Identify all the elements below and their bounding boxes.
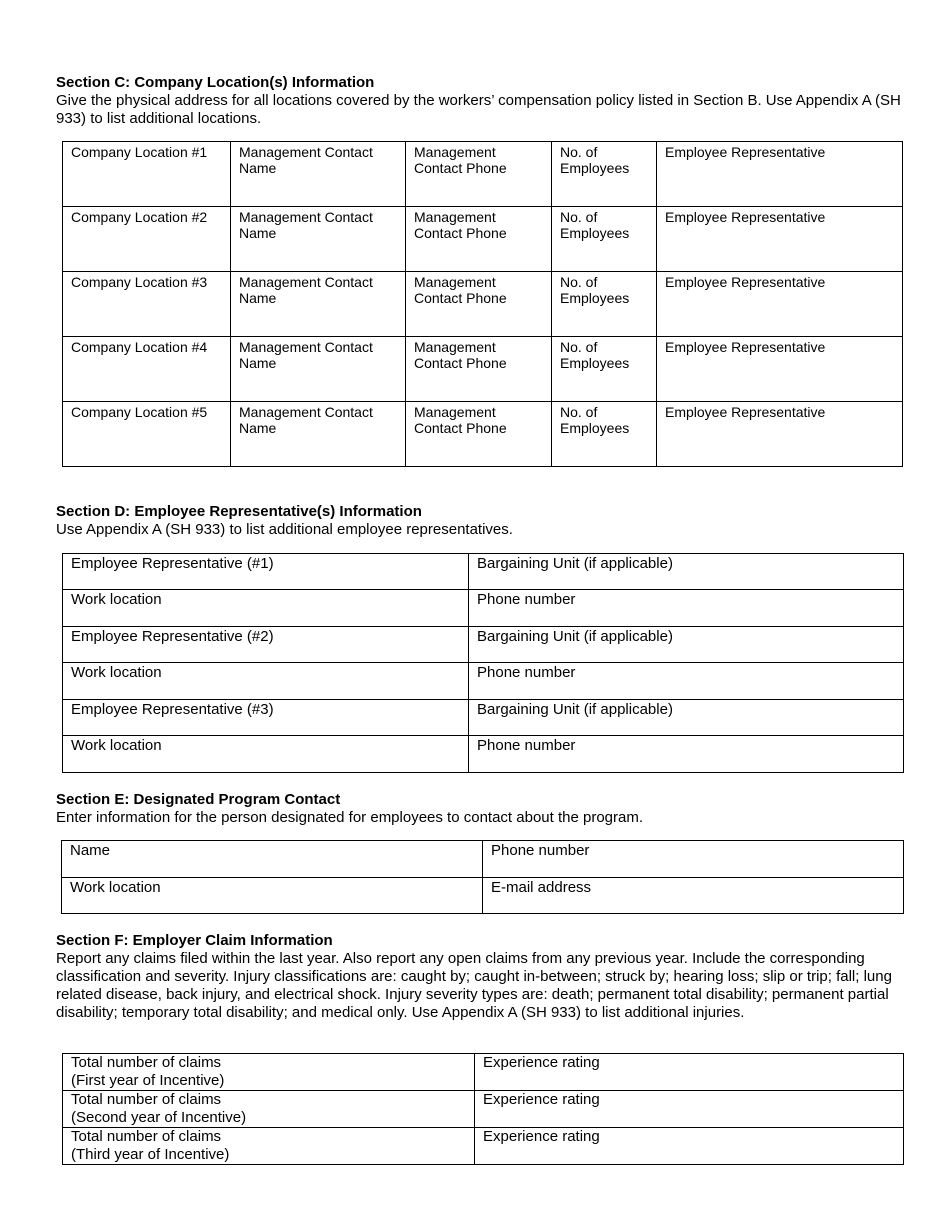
field-label: Employee Representative (#2) xyxy=(71,628,274,645)
table-row xyxy=(63,554,904,590)
table-row xyxy=(63,700,904,736)
field-label: Employee Representative xyxy=(665,404,826,420)
number-of-employees-field[interactable] xyxy=(552,402,657,467)
field-label: Management Contact Phone xyxy=(414,404,507,436)
field-label: Total number of claims (First year of Incentive) xyxy=(71,1054,225,1089)
field-label: Bargaining Unit (if applicable) xyxy=(477,701,673,718)
bargaining-unit-field[interactable] xyxy=(469,627,904,663)
field-label: No. of Employees xyxy=(560,274,630,306)
management-contact-name-field[interactable] xyxy=(231,402,406,467)
field-label: Work location xyxy=(71,737,162,754)
field-label: Work location xyxy=(71,664,162,681)
field-label: Phone number xyxy=(477,664,576,681)
bargaining-unit-field[interactable] xyxy=(469,700,904,736)
company-location-field[interactable] xyxy=(63,142,231,207)
management-contact-name-field[interactable] xyxy=(231,337,406,402)
field-label: Phone number xyxy=(477,737,576,754)
name-field[interactable] xyxy=(62,841,483,878)
management-contact-name-field[interactable] xyxy=(231,272,406,337)
experience-rating-field[interactable] xyxy=(475,1054,904,1091)
field-label: Phone number xyxy=(491,842,590,859)
employee-representative-field[interactable] xyxy=(63,627,469,663)
phone-number-field[interactable] xyxy=(483,841,904,878)
field-label: Management Contact Name xyxy=(239,404,373,436)
work-location-field[interactable] xyxy=(63,736,469,773)
work-location-field[interactable] xyxy=(62,878,483,914)
email-address-field[interactable] xyxy=(483,878,904,914)
table-row xyxy=(63,663,904,700)
table-row xyxy=(63,1128,904,1165)
location-row xyxy=(63,142,903,207)
management-contact-name-field[interactable] xyxy=(231,207,406,272)
section-d-description: Use Appendix A (SH 933) to list additional employee representatives. xyxy=(56,521,513,538)
employee-representative-field[interactable] xyxy=(657,402,903,467)
field-label: Management Contact Name xyxy=(239,144,373,176)
number-of-employees-field[interactable] xyxy=(552,337,657,402)
total-claims-first-year-field[interactable] xyxy=(63,1054,475,1091)
field-label: Work location xyxy=(71,591,162,608)
field-label: Bargaining Unit (if applicable) xyxy=(477,628,673,645)
field-label: No. of Employees xyxy=(560,404,630,436)
field-label: Total number of claims (Second year of Incentive) xyxy=(71,1091,247,1126)
field-label: Experience rating xyxy=(483,1054,600,1071)
location-row xyxy=(63,402,903,467)
field-label: Management Contact Phone xyxy=(414,209,507,241)
total-claims-third-year-field[interactable] xyxy=(63,1128,475,1165)
field-label: Experience rating xyxy=(483,1128,600,1145)
employee-representative-field[interactable] xyxy=(657,337,903,402)
field-label: Company Location #1 xyxy=(71,144,208,160)
phone-number-field[interactable] xyxy=(469,736,904,773)
section-f-title: Section F: Employer Claim Information xyxy=(56,932,333,949)
table-row xyxy=(63,1054,904,1091)
number-of-employees-field[interactable] xyxy=(552,272,657,337)
location-row xyxy=(63,337,903,402)
number-of-employees-field[interactable] xyxy=(552,207,657,272)
experience-rating-field[interactable] xyxy=(475,1128,904,1165)
field-label: No. of Employees xyxy=(560,209,630,241)
experience-rating-field[interactable] xyxy=(475,1091,904,1128)
section-f-description: Report any claims filed within the last year. Also report any open claims from any previous year. Include the corresponding classification and severity. Injury classifications are: caught by; caught in-between; struck by; hearing loss; slip or trip; fall; lung related disease, back injury, and electrical shock. Injury severity types are: death; permanent total disability; permanent partial disability; temporary total disability; and medical only. Use Appendix A (SH 933) to list additional injuries. xyxy=(56,950,892,1021)
employee-representative-field[interactable] xyxy=(657,207,903,272)
management-contact-phone-field[interactable] xyxy=(406,272,552,337)
phone-number-field[interactable] xyxy=(469,663,904,700)
field-label: Management Contact Name xyxy=(239,339,373,371)
field-label: Bargaining Unit (if applicable) xyxy=(477,555,673,572)
table-row xyxy=(63,590,904,627)
field-label: Employee Representative xyxy=(665,144,826,160)
table-row xyxy=(63,627,904,663)
table-row xyxy=(62,841,904,878)
employee-representative-field[interactable] xyxy=(63,554,469,590)
section-e-description: Enter information for the person designated for employees to contact about the program. xyxy=(56,809,644,826)
phone-number-field[interactable] xyxy=(469,590,904,627)
field-label: Company Location #4 xyxy=(71,339,208,355)
company-location-field[interactable] xyxy=(63,272,231,337)
table-row xyxy=(63,1091,904,1128)
field-label: Management Contact Phone xyxy=(414,339,507,371)
field-label: Work location xyxy=(70,879,161,896)
field-label: No. of Employees xyxy=(560,339,630,371)
management-contact-name-field[interactable] xyxy=(231,142,406,207)
total-claims-second-year-field[interactable] xyxy=(63,1091,475,1128)
section-d-title: Section D: Employee Representative(s) Information xyxy=(56,503,422,520)
field-label: Company Location #3 xyxy=(71,274,208,290)
field-label: Employee Representative xyxy=(665,209,826,225)
management-contact-phone-field[interactable] xyxy=(406,142,552,207)
section-c-title: Section C: Company Location(s) Information xyxy=(56,74,375,91)
work-location-field[interactable] xyxy=(63,590,469,627)
field-label: Total number of claims (Third year of Incentive) xyxy=(71,1128,230,1163)
company-location-field[interactable] xyxy=(63,337,231,402)
field-label: Phone number xyxy=(477,591,576,608)
field-label: E-mail address xyxy=(491,879,592,896)
table-row xyxy=(63,736,904,773)
field-label: Employee Representative (#3) xyxy=(71,701,274,718)
field-label: Management Contact Phone xyxy=(414,274,507,306)
management-contact-phone-field[interactable] xyxy=(406,337,552,402)
company-location-field[interactable] xyxy=(63,207,231,272)
company-location-field[interactable] xyxy=(63,402,231,467)
table-row xyxy=(62,878,904,914)
field-label: No. of Employees xyxy=(560,144,630,176)
field-label: Experience rating xyxy=(483,1091,600,1108)
location-row xyxy=(63,272,903,337)
location-row xyxy=(63,207,903,272)
employee-representative-field[interactable] xyxy=(657,142,903,207)
bargaining-unit-field[interactable] xyxy=(469,554,904,590)
management-contact-phone-field[interactable] xyxy=(406,402,552,467)
section-c-description: Give the physical address for all locations covered by the workers’ compensation policy listed in Section B. Use Appendix A (SH 933) to list additional locations. xyxy=(56,92,901,127)
claim-information-table xyxy=(62,1053,904,1165)
field-label: Management Contact Name xyxy=(239,209,373,241)
field-label: Name xyxy=(70,842,111,859)
employee-representative-field[interactable] xyxy=(63,700,469,736)
employee-representatives-table xyxy=(62,553,904,773)
field-label: Management Contact Phone xyxy=(414,144,507,176)
employee-representative-field[interactable] xyxy=(657,272,903,337)
field-label: Company Location #5 xyxy=(71,404,208,420)
company-locations-table xyxy=(62,141,903,467)
field-label: Employee Representative xyxy=(665,339,826,355)
program-contact-table xyxy=(61,840,904,914)
field-label: Employee Representative xyxy=(665,274,826,290)
management-contact-phone-field[interactable] xyxy=(406,207,552,272)
field-label: Company Location #2 xyxy=(71,209,208,225)
number-of-employees-field[interactable] xyxy=(552,142,657,207)
field-label: Employee Representative (#1) xyxy=(71,555,274,572)
work-location-field[interactable] xyxy=(63,663,469,700)
field-label: Management Contact Name xyxy=(239,274,373,306)
section-e-title: Section E: Designated Program Contact xyxy=(56,791,341,808)
